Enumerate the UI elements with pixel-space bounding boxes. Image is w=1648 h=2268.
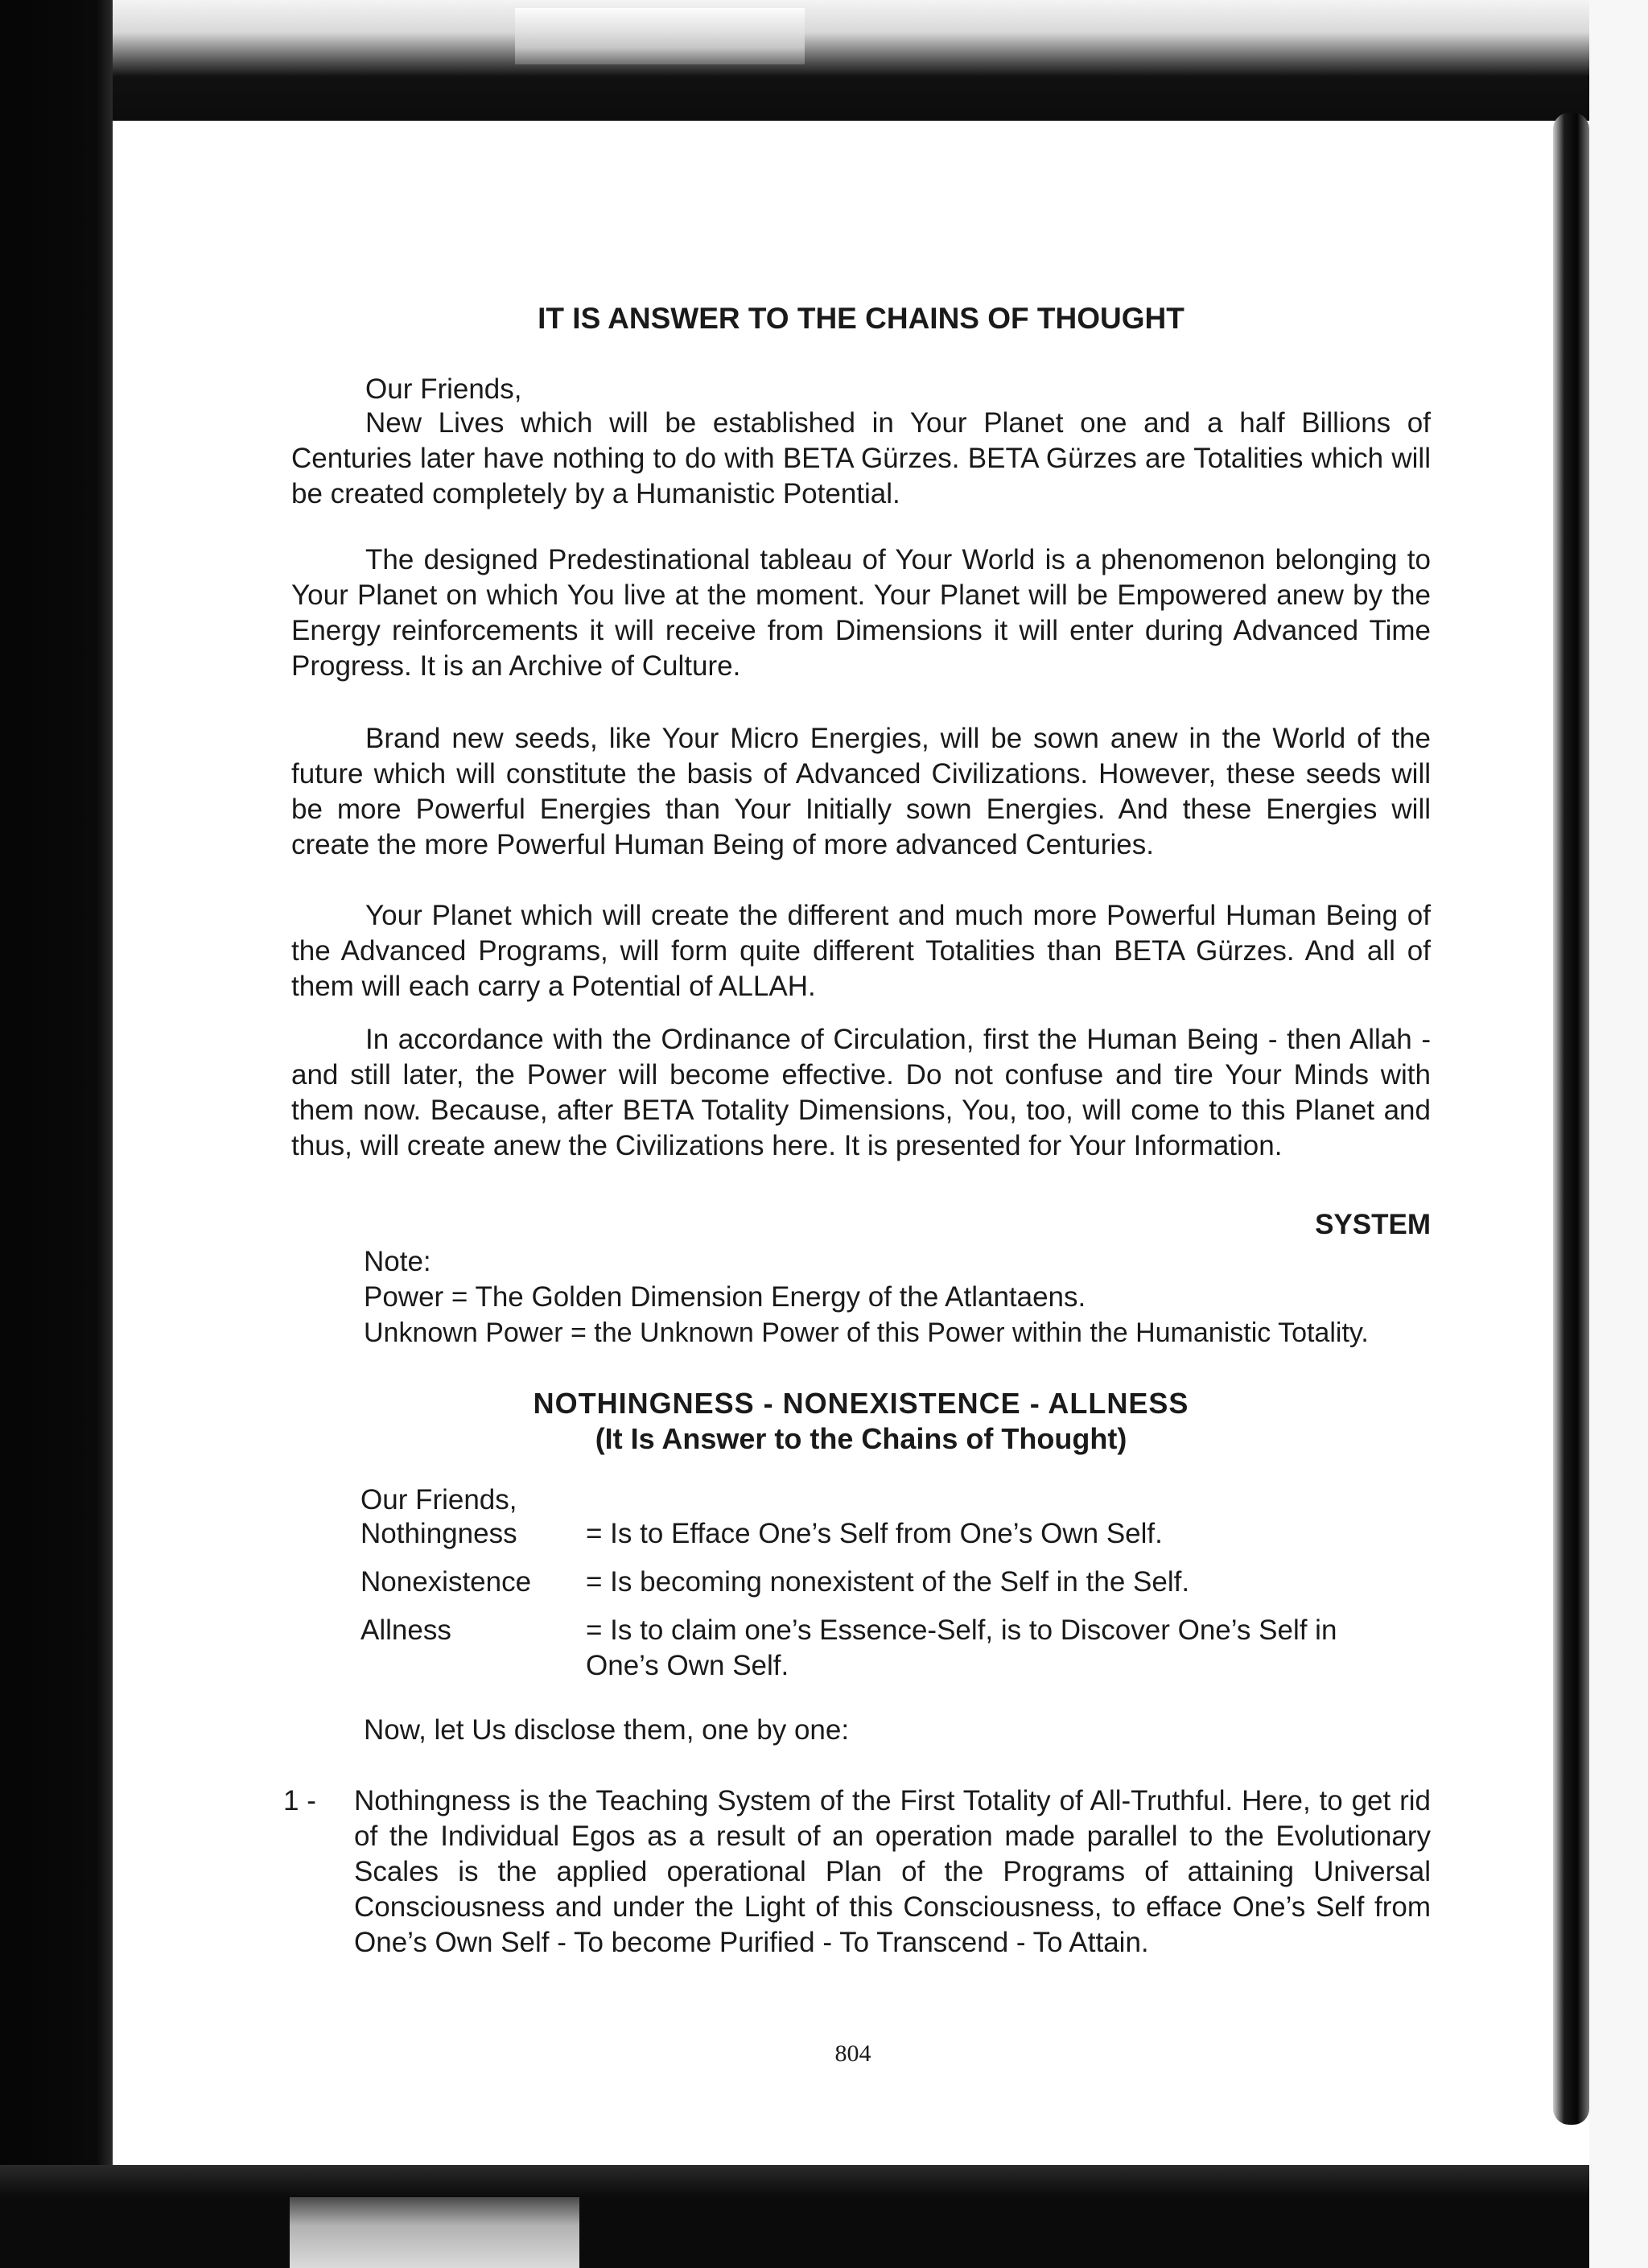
- paragraph-1: New Lives which will be established in Your Planet one and a half Billions of Centuries later have nothing to do with BETA Gürzes. BETA Gürzes are Totalities which will be created completely by a Humanistic Potential.: [291, 407, 1431, 509]
- definition-term: Nonexistence: [360, 1566, 532, 1598]
- section-intro: Now, let Us disclose them, one by one:: [364, 1714, 850, 1746]
- scan-glare-top: [515, 8, 805, 64]
- paragraph-5: In accordance with the Ordinance of Circulation, first the Human Being - then Allah - and still later, the Power will become effective. Do not confuse and tire Your Minds with them now. Because, after BETA Totality Dimensions, You, too, will come to this Planet and thus, will create anew the Civilizations here. It is presented for Your Information.: [291, 1024, 1431, 1161]
- paragraph-2: The designed Predestinational tableau of Your World is a phenomenon belonging to Your Planet on which You live at the moment. Your Planet will be Empowered anew by the Energy reinforcements it will receive from Dimensions it will enter during Advanced Time Progress. It is an Archive of Culture.: [291, 544, 1431, 682]
- definition-text: = Is to Efface One’s Self from One’s Own Self.: [586, 1518, 1163, 1549]
- scan-border-left: [0, 0, 113, 2268]
- paragraph-3: Brand new seeds, like Your Micro Energies, will be sown anew in the World of the future which will constitute the basis of Advanced Civilizations. However, these seeds will be more Powerful Energies than Your Initially sown Energies. And these Energies will create the more Powerful Human Being of more advanced Centuries.: [291, 723, 1431, 860]
- greeting: Our Friends,: [365, 373, 522, 405]
- definition-term: Nothingness: [360, 1518, 517, 1549]
- section-subheading: (It Is Answer to the Chains of Thought): [595, 1422, 1127, 1455]
- scan-glare-bottom: [290, 2197, 579, 2268]
- scan-margin-right: [1589, 0, 1648, 2268]
- section-greeting: Our Friends,: [360, 1484, 517, 1515]
- section-heading: NOTHINGNESS - NONEXISTENCE - ALLNESS: [533, 1387, 1189, 1420]
- note-label: Note:: [364, 1246, 431, 1277]
- definition-text: = Is to claim one’s Essence-Self, is to Discover One’s Self in One’s Own Self.: [586, 1614, 1337, 1681]
- signature: SYSTEM: [1315, 1209, 1431, 1240]
- paragraph-4: Your Planet which will create the different and much more Powerful Human Being of the Advanced Programs, will form quite different Totalities than BETA Gürzes. And all of them will each carry a Potential of ALLAH.: [291, 900, 1431, 1002]
- list-item-number: 1 -: [283, 1785, 316, 1816]
- scan-border-bottom: [0, 2165, 1648, 2268]
- scan-border-right: [1553, 113, 1589, 2125]
- note-line: Power = The Golden Dimension Energy of the Atlantaens.: [364, 1281, 1086, 1313]
- note-line: Unknown Power = the Unknown Power of this Power within the Humanistic Totality.: [364, 1318, 1369, 1348]
- definition-term: Allness: [360, 1614, 451, 1646]
- list-item-text: Nothingness is the Teaching System of the First Totality of All-Truthful. Here, to get rid of the Individual Egos as a result of an operation made parallel to the Evolutionary Scales is the applied operational Plan of the Programs of attaining Universal Consciousness and under the Light of this Consciousness, to efface One’s Self from One’s Own Self - To become Purified - To Transcend - To Attain.: [354, 1785, 1431, 1958]
- scan-border-top: [0, 0, 1648, 121]
- definition-text: = Is becoming nonexistent of the Self in the Self.: [586, 1566, 1190, 1598]
- page-number: 804: [834, 2040, 871, 2067]
- page-title: IT IS ANSWER TO THE CHAINS OF THOUGHT: [538, 302, 1184, 335]
